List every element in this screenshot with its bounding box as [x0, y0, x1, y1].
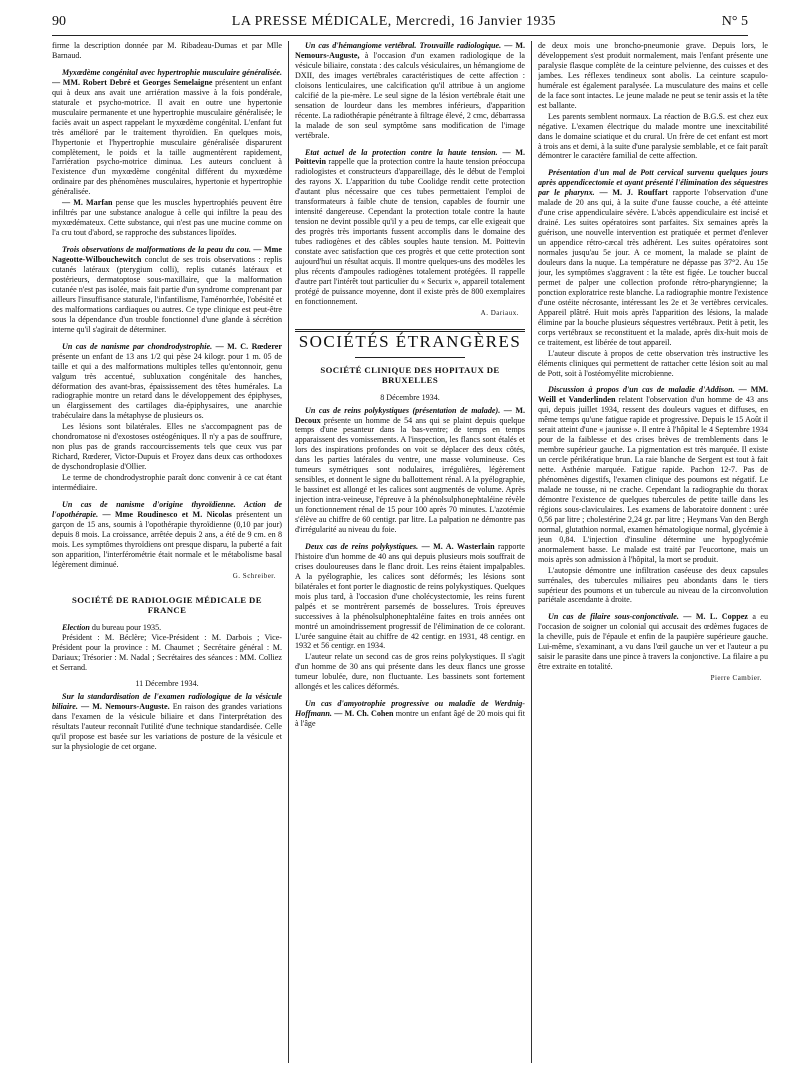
abstract-authors: — Mme Nageotte-Wilbouchewitch [52, 245, 282, 265]
election-text: du bureau pour 1935. [89, 622, 162, 632]
abstract-text: relatent l'observation d'un homme de 43 ans qui, depuis juillet 1934, ressent des douleurs vagues et diffuses, en même temps qu'une fatigue rapide et progressive. Depuis le 15 Août il serait atteint d'une « jaunisse ». Il entre à l'hôpital le 4 Septembre 1934 pour de la faiblesse et des crises brèves de tremblements dans le membre supérieur gauche. La pigmentation est très marquée. Il existe un cercle périkératique brun. La raie blanche de Sergent est tout à fait nette. Asthénie marquée. Fatigue rapide. Pachon 12-7. Pas de phénomènes digestifs, l'examen clinique des poumons est négatif. Le malade ne tousse, ni ne crache. Cependant la radiographie du thorax démontre l'existence de quelques tubercules de petite taille dans les régions sous-claviculaires. Les examens de laboratoire donnent : urée 0,56 par litre ; cholestérine 2,24 gr. par litre ; Heymans Van den Bergh normal, glutathion normal, examen hématologique normal, glycémie à jeun 0,84. L'injection d'insuline détermine une hypoglycémie anormalement basse. Le malade est traité par l'eucortone, mais un mois après son admission à l'hôpital, la mort se produit. [538, 395, 768, 564]
page-number: 90 [52, 14, 66, 29]
abstract-vesicule [52, 692, 282, 752]
abstract-text: rapporte l'observation d'une malade de 20 ans qui, à la suite d'une fausse couche, a été atteinte d'une crise appendiculaire sévère. L'abcès appendiculaire est incisé et drainé. Les suites opératoires sont parfaites. Six semaines après la guérison, une nouvelle intervention est pratiquée et permet d'enlever un appendice rétro-cæcal très adhérent. Les suites opératoires sont normales jusqu'au 5e jour. A ce moment, la malade se plaint de douleurs dans la nuque. La température ne dépasse pas 37°2. Au 15e jour, les symptômes s'aggravent : la tête est figée. Le toucher buccal permet de palper une collection profonde rétro-pharyngienne; la ponction exploratrice reste blanche. La radiographie montre l'existence d'une ostéite nécrosante, intéressant les 2e et 3e vertèbres cervicales. Appareil plâtré. Huit mois après l'apparition des lésions, la malade élimine par la bouche plusieurs séquestres vertébraux. Petit à petit, les corps vertébraux se reconstituent et la malade, après dix-huit mois de ce traitement, est libérée de tout appareil. [538, 188, 768, 347]
election-list: Président : M. Béclère; Vice-Président : M. Darbois ; Vice-Président pour la province : M. Chaumet ; Secrétaire général : M. Dariaux; Trésorier : M. Nadal ; Secrétaires des séances : MM. Colliez et Serrand. [52, 633, 282, 673]
signature: Pierre Cambier. [710, 674, 762, 683]
column-2 [295, 41, 525, 1063]
page-header [52, 14, 748, 34]
abstract-authors: — M. Decoux [295, 405, 525, 425]
column-3 [538, 41, 768, 1063]
abstract-title: Un cas de filaire sous-conjonctivale. [548, 612, 679, 622]
election-title: Election [62, 622, 90, 632]
running-title [232, 14, 556, 30]
abstract-haute-tension [295, 148, 525, 307]
column-divider [531, 41, 532, 1063]
abstract-authors: — M. C. Rœderer [215, 341, 282, 351]
abstract-title: Deux cas de reins polykystiques. [305, 541, 419, 551]
session-date: 11 Décembre 1934. [135, 679, 199, 689]
paragraph: Les parents semblent normaux. La réaction de B.G.S. est chez eux négative. L'examen électrique du malade montre une inexcitabilité dans le domaine sciatique et du crural. Un frère de cet enfant est mort à trois ans et demi, à la suite d'une paralysie semblable, et ce fait paraît démontrer le caractère familial de cette affection. [538, 111, 768, 161]
abstract-authors: — Mme Roudinesco et M. Nicolas [102, 509, 232, 519]
paragraph: Les lésions sont bilatérales. Elles ne s'accompagnent pas de chondromatose ni d'exostoses ostéogéniques. Il n'y a pas de souffrure, non plus pas de grands raccourcissements tels que ceux vus par Richard, Rœderer, Victor-Dupuis et Froyez dans deux cas orthodoxes de dyschondroplasie d'Ollier. [52, 422, 282, 472]
abstract-text: conclut de ses trois observations : replis cutanés latéraux (pterygium colli), replis cutanés latéraux et postérieurs, dermatoptose sous-maxillaire, que la malformation cutanée n'est pas isolée, mais fait partie d'un syndrome comprenant par ailleurs l'insuffisance staturale, l'infantilisme, l'aménorrhée, l'obésité et des malformations cardiaques ou autres. Ce type clinique est peut-être sous la dépendance d'un trouble fonctionnel d'une glande à sécrétion interne qu'il s'agirait de déterminer. [52, 255, 282, 334]
paragraph: firme la description donnée par M. Ribadeau-Dumas et par Mlle Barnaud. [52, 41, 282, 60]
abstract-text: En raison des grandes variations dans l'examen de la vésicule biliaire et dans l'interprétation des résultats l'auteur reconnaît l'utilité d'une technique standardisée. Celle qu'il propose est basée sur les variations de posture de la vésicule et sur la physiologie de cet organe. [52, 702, 282, 751]
abstract-hemangiome [295, 41, 525, 141]
section-heading: SOCIÉTÉ CLINIQUE DES HOPITAUX DE BRUXELLES [320, 364, 500, 385]
abstract-filaire [538, 612, 768, 672]
abstract-text: montre un enfant âgé de 20 mois qui fit à l'âge [295, 709, 525, 729]
abstract-marfan [52, 198, 282, 238]
abstract-title: Un cas d'amyotrophie progressive ou maladie de Werdnig-Hoffmann. [295, 699, 525, 719]
abstract-title: Sur la standardisation de l'examen radiologique de la vésicule biliaire. [52, 692, 282, 712]
session-date: 8 Décembre 1934. [380, 392, 440, 402]
abstract-title: Un cas de reins polykystiques (présentation de malade). [305, 405, 501, 415]
abstract-authors: — M. Nemours-Auguste. [81, 702, 170, 712]
abstract-text: présentent un enfant qui à deux ans avait une arriération massive à la fois pondérale, staturale et psycho-motrice. Il avait en outre une hypertonie musculaire permanente et une hypertrophie musculaire généralisée; le faciès avait un aspect rappelant le myxœdème congénital. L'enfant fut très amélioré par le traitement thyroïdien. En quelques mois, l'hypertonie et l'hypertrophie musculaire généralisée disparurent complètement, le poids et la taille augmentèrent rapidement, l'arriération psycho-motrice diminua. Les auteurs concluent à l'existence d'un myxœdème congénital différent du myxœdème ordinaire par des phénomènes musculaires, hypertonie et hypertrophie généralisée. [52, 77, 282, 197]
section-heading: SOCIÉTÉ DE RADIOLOGIE MÉDICALE DE FRANCE [72, 594, 262, 615]
paragraph: L'autopsie démontre une infiltration caséeuse des deux capsules surrénales, des tubercules miliaires peu abondants dans le tiers supérieur des poumons et un tubercule au niveau de la circonvolution pariétale ascendante à droite. [538, 565, 768, 605]
abstract-title: Présentation d'un mal de Pott cervical survenu quelques jours après appendicectomie et ayant présenté l'élimination des séquestres par le pharynx. [538, 168, 768, 198]
abstract-authors: — M. Ch. Cohen [334, 709, 394, 719]
abstract-text: a eu l'occasion de soigner un colonial qui accusait des œdèmes fugaces de la cheville, puis de l'épaule et enfin de la paupière supérieure gauche. Lui-même, s'examinant, a vu dans l'œil gauche un ver et l'auteur a pu saisir le parasite dans une pince à travers la conjonctive. La filaire a pu être extraite en totalité. [538, 612, 768, 672]
abstract-title: Trois observations de malformations de la peau du cou. [62, 245, 251, 255]
header-rule [52, 35, 748, 36]
abstract-nanisme-thyroidien [52, 500, 282, 570]
abstract-malformations [52, 245, 282, 335]
abstract-chondrodystrophie [52, 342, 282, 422]
abstract-title: Un cas de nanisme par chondrodystrophie. [62, 341, 213, 351]
abstract-title: Etat actuel de la protection contre la haute tension. [305, 147, 498, 157]
issue-date: Mercredi, 16 Janvier 1935 [395, 14, 557, 29]
abstract-authors: — M. A. Wasterlain [421, 541, 495, 551]
abstract-title: Discussion à propos d'un cas de maladie d'Addison. [548, 385, 735, 395]
abstract-addison [538, 385, 768, 564]
abstract-authors: — M. L. Coppez [683, 612, 748, 622]
abstract-authors: — MM. Weill et Vanderlinden [538, 385, 768, 405]
paragraph: de deux mois une broncho-pneumonie grave. Depuis lors, le développement s'est produit normalement, mais l'enfant présente une paralysie flasque complète de la ceinture pelvienne, des cuisses et des jambes. Les réflexes tendineux sont abolis. La ceinture scapulo-humérale est également paralysée. La musculature des mains et celle de la face sont intactes. Le jeune malade ne peut se tenir assis et la tête est ballante. [538, 41, 768, 110]
abstract-authors: — M. J. Rouffart [599, 188, 668, 198]
paragraph: L'auteur relate un second cas de gros reins polykystiques. Il s'agit d'un homme de 30 ans qui présente dans les deux flancs une grosse tumeur lobulée, dure, non fluctuante. Les bassinets sont fortement allongés et les calices déformés. [295, 652, 525, 692]
signature: G. Schreiber. [232, 571, 276, 580]
paragraph: Le terme de chondrodystrophie paraît donc convenir à ce cat étant intermédiaire. [52, 473, 282, 493]
column-1 [52, 41, 282, 1063]
abstract-amyotrophie [295, 699, 525, 729]
abstract-text: pense que les muscles hypertrophiés peuvent être infiltrés par une substance analogue à celle qui infiltre la peau des myxœdémateux. Cette substance, qui n'est pas une mucine comme on l'a cru tout d'abord, se rapproche des substances lipoïdes. [52, 198, 282, 238]
section-banner: SOCIÉTÉS ÉTRANGÈRES [298, 331, 522, 351]
abstract-title: Un cas de nanisme d'origine thyroïdienne. Action de l'opothérapie. [52, 499, 282, 519]
abstract-text: rapporte l'histoire d'un homme de 40 ans qui depuis plusieurs mois souffrait de crises douloureuses dans le flanc droit. Les reins étaient impalpables. A la pyélographie, les calices sont déformés; les lésions sont bilatérales et font porter le diagnostic de reins polykystiques. Quelques mois plus tard, à l'occasion d'une cholécystectomie, les reins furent palpés et se montrèrent parsemés de bosselures. Trois épreuves successives à la phénolsulphonephtaléine faites en trois années ont montré un amoindrissement progressif de l'élimination de ce colorant. L'urée sanguine était au chiffre de 42 centigr. en 1931, 48 centigr. en 1932 et 56 centigr. en 1934. [295, 541, 525, 651]
abstract-authors: — M. Nemours-Auguste, [295, 41, 525, 60]
election-paragraph [52, 623, 282, 633]
abstract-title: Myxœdème congénital avec hypertrophie musculaire généralisée. [62, 67, 282, 77]
issue-number: N° 5 [721, 14, 748, 29]
abstract-text: présente un homme de 54 ans qui se plaint depuis quelque temps d'une pesanteur dans la bas-ventre; de temps en temps apparaissent des vomissements. A l'inspection, les flancs sont étalés et lors des inspirations profondes on voit se déplacer des deux côtés, dans les parties latérales du ventre, une masse volumineuse. Ces tumeurs symétriques sont nodulaires, irrégulières, légèrement sensibles, et donnent le signe du ballottement rénal. A la pyélographie, le bassinet est allongé et les calices sont augmentés de volume. Après injection intra-veineuse, l'épreuve à la phénolsulphonephtaléine révèle un fonctionnement rénal de 15 pour 100 après 70 minutes. L'azotémie s'élève au chiffre de 60 centigr. par litre. La palpation ne démontre pas d'irrégularité au niveau du foie. [295, 415, 525, 534]
abstract-text: présente un enfant de 13 ans 1/2 qui pèse 24 kilogr. pour 1 m. 05 de taille et qui a des malformations multiples telles qu'entonnoir, genu valgum très accentué, subluxation congénitale des hanches, déformation des avant-bras, épaississement des têtes humérales. La radiographie montre un retard dans le développement des épiphyses, un élargissement des cartilages dia-épiphysaires, une anarchie trabéculaire dans la métaphyse de plusieurs os. [52, 351, 282, 421]
short-rule [355, 357, 465, 358]
abstract-title: Un cas d'hémangiome vertébral. Trouvaille radiologique. [305, 41, 502, 50]
abstract-text: à l'occasion d'un examen radiologique de la vésicule biliaire, constata : des calculs vésiculaires, un hémangiome de DXII, des images vertébrales caractéristiques de cette affection : cloisons lenticulaires, une calcification qu'il attribue à un angiome calcifié de la pie-mère. Le seul signe de la lésion vertébrale était une sensation de lourdeur dans les membres inférieurs, d'apparition récente. La radiothérapie pénétrante à filtrage élevé, 2 cmc, débarrassa la malade de son seul symptôme sans modification de l'image vertébrale. [295, 50, 525, 140]
paragraph: L'auteur discute à propos de cette observation très instructive les éléments cliniques qui permettent de rattacher cette lésion soit au mal de Pott, soit à l'ostéomyélite microbienne. [538, 348, 768, 378]
abstract-authors: — MM. Robert Debré et Georges Semelaigne [52, 77, 213, 87]
abstract-authors: — M. Poittevin [295, 147, 525, 167]
abstract-myxoedeme [52, 68, 282, 197]
abstract-text: présentent un garçon de 15 ans, soumis à l'opothérapie thyroïdienne (0,10 par jour) depuis 8 mois. La croissance, arrêtée depuis 2 ans, a été de 9 cm. en 8 mois. Les symptômes thyroïdiens ont presque disparu, la puberté a fait son apparition, l'interférométrie était normale et le métabolisme basal légèrement diminué. [52, 509, 282, 569]
abstract-mal-de-pott [538, 168, 768, 347]
abstract-text: rappelle que la protection contre la haute tension préoccupa radiologistes et constructeurs d'appareillage, dès le début de l'emploi des rayons X. L'apparition du tube Coolidge rendit cette protection d'autant plus nécessaire que ces tubes permettaient l'emploi de transformateurs à faible chute de tension, capables de fournir une intensité dangereuse. Cependant la protection totale contre la haute tension ne devint possible qu'il y a peu de temps, car elle exigeait que des progrès très importants fussent accomplis dans le domaine des tubes radiogènes et des câbles souples haute tension. M. Poittevin constate avec satisfaction que ces progrès et que cette protection sont aujourd'hui un résultat acquis. Il montre quelques-uns des modèles les plus récents d'ampoules radiogènes totalement protégées. Il rappelle d'autre part l'intérêt tout particulier du « Securix », appareil totalement protégé de puissance moyenne, dont il existe près de 800 exemplaires en fonctionnement. [295, 157, 525, 306]
journal-name: LA PRESSE MÉDICALE, [231, 14, 392, 29]
abstract-authors: — M. Marfan [62, 198, 113, 208]
abstract-reins-decoux [295, 406, 525, 535]
abstract-reins-wasterlain [295, 542, 525, 651]
signature: A. Dariaux. [480, 308, 519, 317]
column-divider [288, 41, 289, 1063]
